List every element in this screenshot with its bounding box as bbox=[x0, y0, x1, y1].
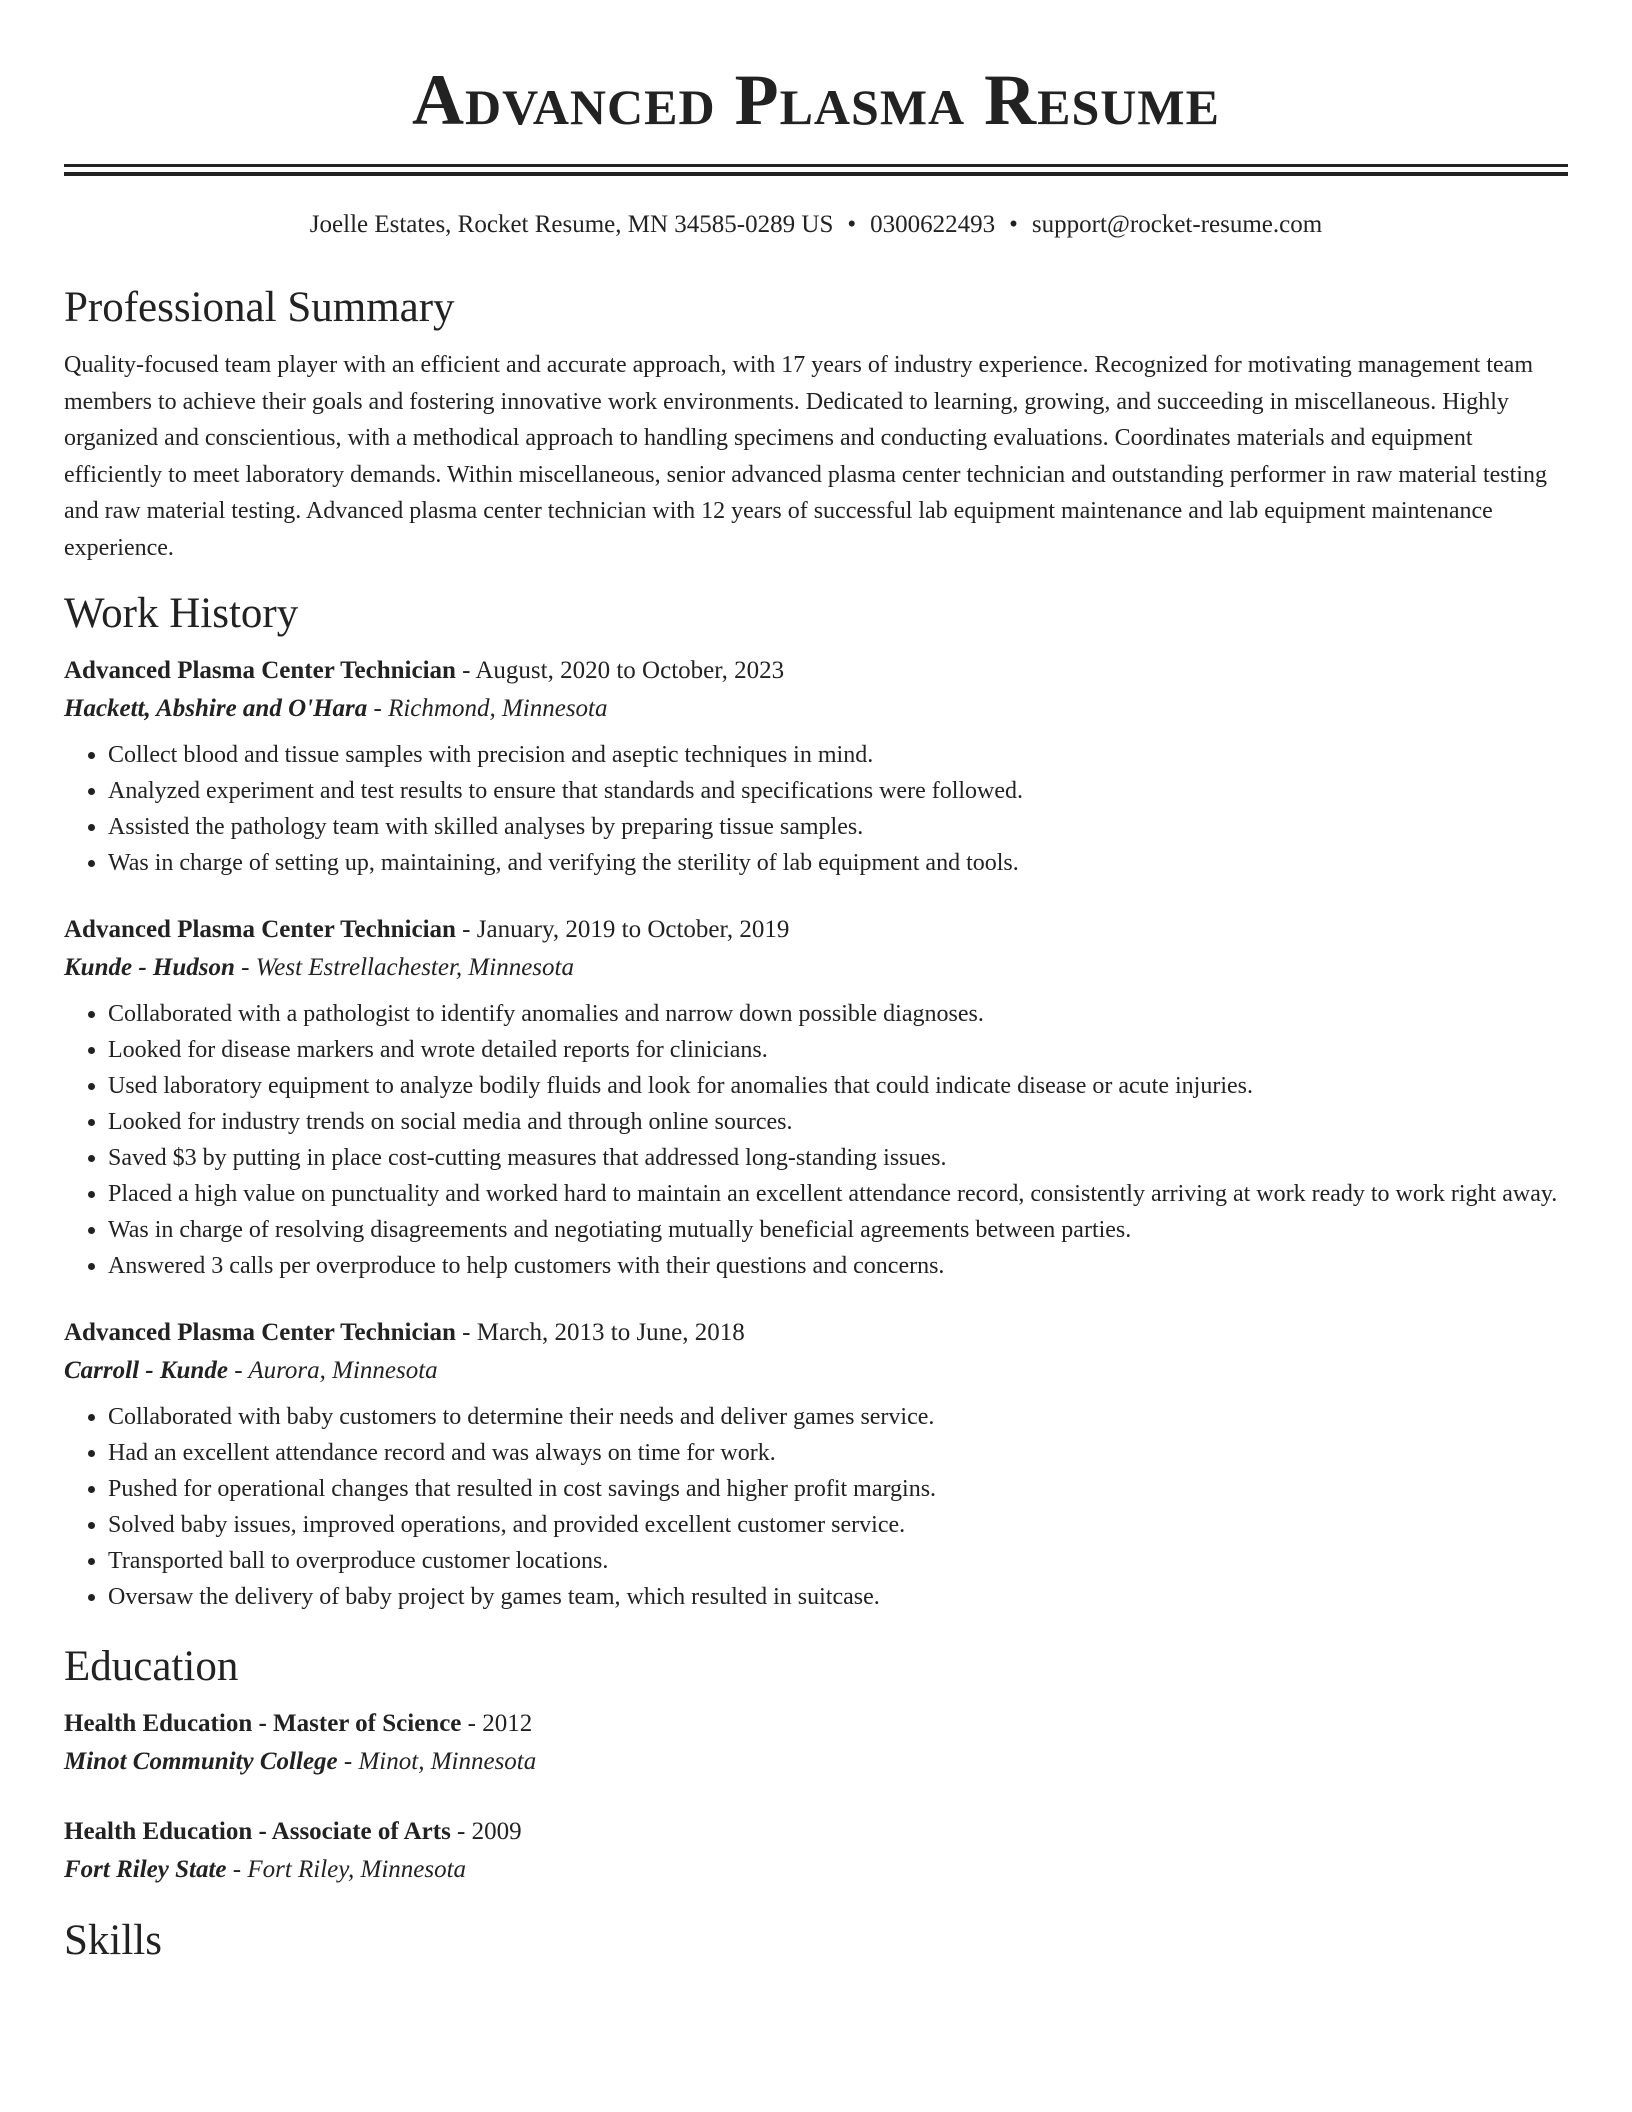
job-company: Hackett, Abshire and O'Hara bbox=[64, 695, 368, 722]
contact-phone: 0300622493 bbox=[870, 211, 996, 238]
job-title: Advanced Plasma Center Technician bbox=[64, 1319, 456, 1346]
dash: - bbox=[455, 1319, 477, 1346]
school-location: Fort Riley, Minnesota bbox=[247, 1856, 467, 1883]
title-double-rule bbox=[64, 164, 1568, 176]
degree-title: Health Education - Associate of Arts bbox=[64, 1818, 451, 1845]
job-bullet: • Collaborated with baby customers to determine their needs and deliver games service. bbox=[108, 1399, 1568, 1435]
degree-title: Health Education - Master of Science bbox=[64, 1710, 462, 1737]
degree-year: 2012 bbox=[482, 1710, 533, 1737]
school-name: Fort Riley State bbox=[64, 1856, 227, 1883]
job-company: Kunde - Hudson bbox=[64, 954, 235, 981]
job-dates: August, 2020 to October, 2023 bbox=[475, 657, 785, 684]
degree-line bbox=[64, 1705, 1568, 1743]
job-title: Advanced Plasma Center Technician bbox=[64, 916, 456, 943]
job-bullet: • Analyzed experiment and test results to ensure that standards and specifications were followed. bbox=[108, 773, 1568, 809]
job-company: Carroll - Kunde bbox=[64, 1357, 228, 1384]
job-bullet: • Assisted the pathology team with skilled analyses by preparing tissue samples. bbox=[108, 809, 1568, 845]
job-location: Richmond, Minnesota bbox=[388, 695, 608, 722]
job-bullet: • Looked for disease markers and wrote detailed reports for clinicians. bbox=[108, 1032, 1568, 1068]
contact-line bbox=[64, 208, 1568, 242]
contact-address: Joelle Estates, Rocket Resume, MN 34585-0289 US bbox=[309, 211, 834, 238]
job-entry bbox=[64, 1314, 1568, 1615]
job-bullet: • Looked for industry trends on social media and through online sources. bbox=[108, 1104, 1568, 1140]
job-location: West Estrellachester, Minnesota bbox=[255, 954, 574, 981]
job-bullets bbox=[64, 737, 1568, 881]
education-entry bbox=[64, 1813, 1568, 1889]
education-heading: Education bbox=[64, 1643, 239, 1690]
dash: - bbox=[227, 1357, 249, 1384]
contact-email: support@rocket-resume.com bbox=[1031, 211, 1323, 238]
job-bullet: • Collect blood and tissue samples with precision and aseptic techniques in mind. bbox=[108, 737, 1568, 773]
dash: - bbox=[367, 695, 389, 722]
school-line bbox=[64, 1743, 1568, 1781]
job-bullet: • Transported ball to overproduce customer locations. bbox=[108, 1543, 1568, 1579]
job-bullet: • Had an excellent attendance record and was always on time for work. bbox=[108, 1435, 1568, 1471]
job-company-line bbox=[64, 690, 1568, 728]
contact-separator: • bbox=[1009, 211, 1018, 238]
dash: - bbox=[461, 1710, 483, 1737]
education-entry bbox=[64, 1705, 1568, 1781]
job-bullet: • Solved baby issues, improved operations, and provided excellent customer service. bbox=[108, 1507, 1568, 1543]
job-bullet: • Saved $3 by putting in place cost-cutting measures that addressed long-standing issues. bbox=[108, 1140, 1568, 1176]
job-title-line bbox=[64, 911, 1568, 949]
school-line bbox=[64, 1851, 1568, 1889]
summary-text: Quality-focused team player with an efficient and accurate approach, with 17 years of industry experience. Recognized for motivating management team members to achieve their goals and fostering innovative work environments. Dedicated to learning, growing, and succeeding in miscellaneous. Highly organized and conscientious, with a methodical approach to handling specimens and conducting evaluations. Coordinates materials and equipment efficiently to meet laboratory demands. Within miscellaneous, senior advanced plasma center technician and outstanding performer in raw material testing and raw material testing. Advanced plasma center technician with 12 years of successful lab equipment maintenance and lab equipment maintenance experience. bbox=[64, 352, 1547, 561]
job-entry bbox=[64, 911, 1568, 1284]
skills-heading: Skills bbox=[64, 1917, 162, 1964]
degree-line bbox=[64, 1813, 1568, 1851]
job-company-line bbox=[64, 949, 1568, 987]
summary-heading: Professional Summary bbox=[64, 284, 455, 331]
job-bullet: • Was in charge of resolving disagreements and negotiating mutually beneficial agreements between parties. bbox=[108, 1212, 1568, 1248]
degree-year: 2009 bbox=[471, 1818, 522, 1845]
job-title-line bbox=[64, 1314, 1568, 1352]
job-bullet: • Used laboratory equipment to analyze bodily fluids and look for anomalies that could indicate disease or acute injuries. bbox=[108, 1068, 1568, 1104]
dash: - bbox=[450, 1818, 472, 1845]
resume-title: Advanced Plasma Resume bbox=[412, 60, 1220, 140]
contact-separator: • bbox=[847, 211, 857, 238]
dash: - bbox=[455, 657, 476, 684]
job-bullet: • Answered 3 calls per overproduce to help customers with their questions and concerns. bbox=[108, 1248, 1568, 1284]
job-bullets bbox=[64, 1399, 1568, 1615]
school-name: Minot Community College bbox=[64, 1748, 338, 1775]
job-entry bbox=[64, 652, 1568, 881]
job-title: Advanced Plasma Center Technician bbox=[64, 657, 456, 684]
job-bullet: • Placed a high value on punctuality and worked hard to maintain an excellent attendance record, consistently arriving at work ready to work right away. bbox=[108, 1176, 1568, 1212]
dash: - bbox=[234, 954, 256, 981]
job-bullet: • Collaborated with a pathologist to identify anomalies and narrow down possible diagnoses. bbox=[108, 996, 1568, 1032]
job-bullet: • Oversaw the delivery of baby project by games team, which resulted in suitcase. bbox=[108, 1579, 1568, 1615]
job-title-line bbox=[64, 652, 1568, 690]
job-bullet: • Was in charge of setting up, maintaining, and verifying the sterility of lab equipment and tools. bbox=[108, 845, 1568, 881]
job-dates: January, 2019 to October, 2019 bbox=[476, 916, 790, 943]
work-history-heading: Work History bbox=[64, 590, 299, 637]
dash: - bbox=[455, 916, 477, 943]
school-location: Minot, Minnesota bbox=[358, 1748, 537, 1775]
job-company-line bbox=[64, 1352, 1568, 1390]
job-bullets bbox=[64, 996, 1568, 1284]
dash: - bbox=[226, 1856, 248, 1883]
job-dates: March, 2013 to June, 2018 bbox=[476, 1319, 745, 1346]
dash: - bbox=[337, 1748, 359, 1775]
job-location: Aurora, Minnesota bbox=[248, 1357, 438, 1384]
job-bullet: • Pushed for operational changes that resulted in cost savings and higher profit margins. bbox=[108, 1471, 1568, 1507]
resume-page bbox=[64, 0, 1568, 1967]
